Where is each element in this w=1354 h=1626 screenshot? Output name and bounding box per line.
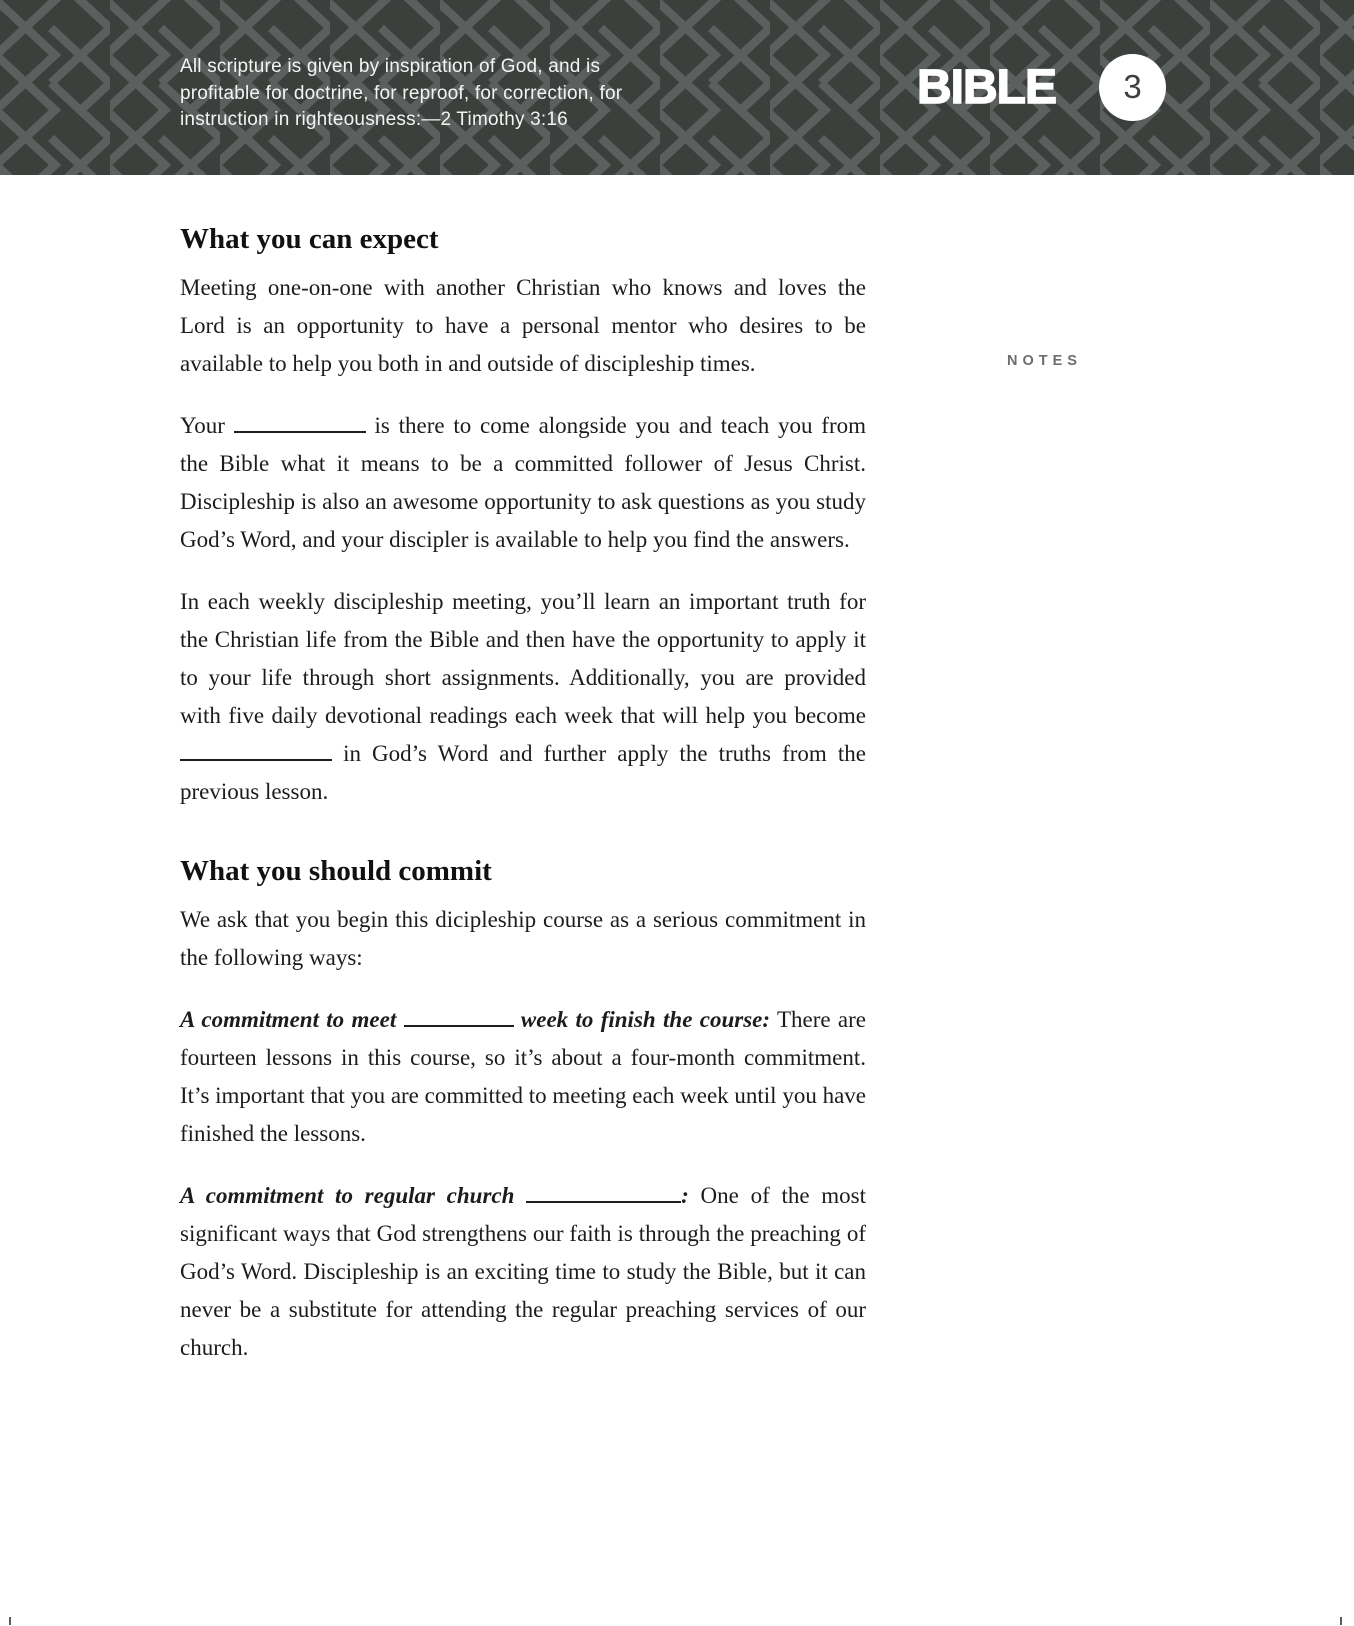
brand-title: BIBLE [917, 61, 1056, 114]
text-segment: Your [180, 413, 234, 438]
text-segment: : [681, 1183, 689, 1208]
paragraph [180, 269, 866, 383]
text-segment: We ask that you begin this dicipleship course as a serious commitment in the following ways: [180, 907, 866, 970]
crop-mark [1340, 1617, 1342, 1625]
paragraph [180, 583, 866, 811]
section-heading-expect: What you can expect [180, 223, 439, 255]
paragraph [180, 1001, 866, 1153]
scripture-quote [180, 54, 622, 134]
fill-in-blank [404, 1025, 514, 1027]
scripture-line: All scripture is given by inspiration of God, and is [180, 56, 601, 77]
crop-mark [9, 1617, 11, 1625]
text-segment: In each weekly discipleship meeting, you’ll learn an important truth for the Christian life from the Bible and then have the opportunity to apply it to your life through short assignments. Additionally, you are provided with five daily devotional readings each week that will help you become [180, 589, 866, 728]
notes-label: NOTES [1007, 353, 1082, 369]
fill-in-blank [180, 759, 332, 761]
page-body [0, 175, 1354, 1367]
section-heading-commit: What you should commit [180, 855, 492, 887]
scripture-line: profitable for doctrine, for reproof, for correction, for [180, 82, 623, 104]
text-segment: Meeting one-on-one with another Christian who knows and loves the Lord is an opportunity to have a personal mentor who desires to be available to help you both in and outside of discipleship times. [180, 275, 866, 376]
text-segment: is there to come alongside you and teach you from the Bible what it means to be a committed follower of Jesus Christ. Discipleship is also an awesome opportunity to ask questions as you study God’s Word, and your discipler is available to help you find the answers. [180, 413, 866, 552]
text-segment: One of the most significant ways that God strengthens our faith is through the preaching of God’s Word. Discipleship is an exciting time to study the Bible, but it can never be a substitute for attending the regular preaching services of our church. [180, 1183, 866, 1360]
fill-in-blank [234, 431, 366, 433]
paragraph [180, 407, 866, 559]
page-number-badge [1099, 54, 1166, 121]
scripture-line: instruction in righteousness:—2 Timothy 3:16 [180, 109, 568, 130]
page-header [0, 0, 1354, 175]
text-segment: in God’s Word and further apply the truths from the previous lesson. [180, 741, 866, 804]
text-segment: A commitment to regular church [180, 1183, 527, 1208]
text-segment: There are fourteen lessons in this course, so it’s about a four-month commitment. It’s important that you are committed to meeting each week until you have finished the lessons. [180, 1007, 866, 1146]
paragraph [180, 1177, 866, 1367]
text-column [180, 221, 866, 1367]
paragraph [180, 901, 866, 977]
header-brand [917, 0, 1166, 175]
page-number: 3 [1123, 67, 1142, 105]
text-segment: A commitment to meet [180, 1007, 404, 1032]
text-segment: week to finish the course: [513, 1007, 771, 1032]
fill-in-blank [526, 1201, 681, 1203]
